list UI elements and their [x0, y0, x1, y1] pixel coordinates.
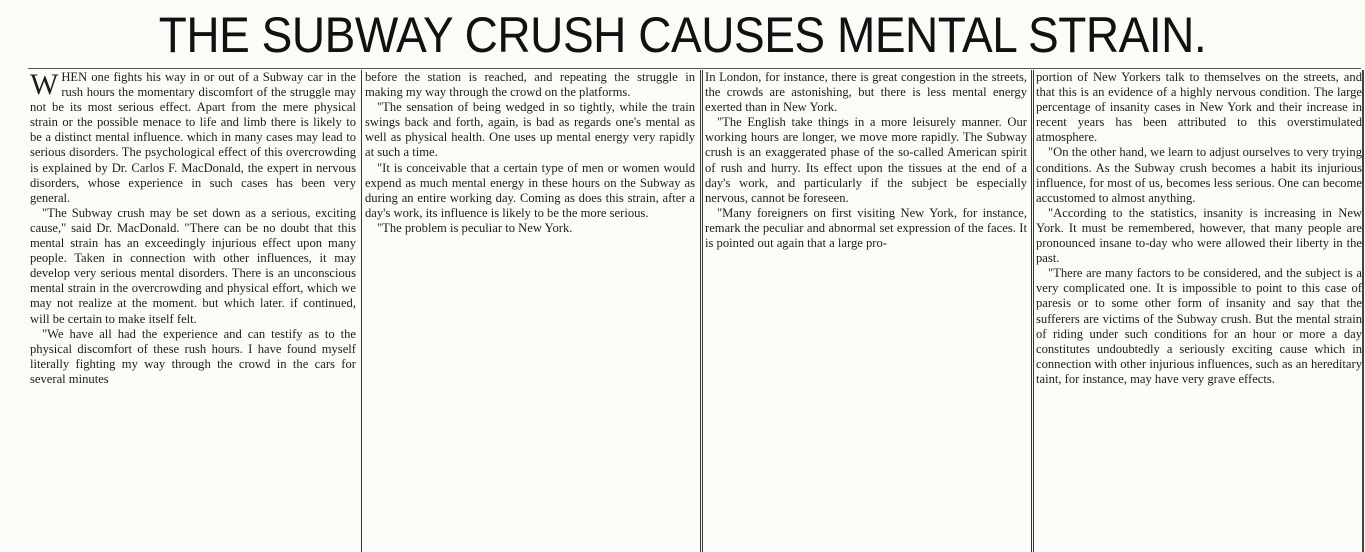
drop-cap: W: [30, 70, 59, 101]
article-paragraph: portion of New Yorkers talk to themselves on the streets, and that this is an evidence of a highly nervous condition. The large percentage of insanity cases in New York and their increase in recent years has been attributed to this overstimulated atmosphere.: [1036, 70, 1362, 145]
article-paragraph: "According to the statistics, insanity is increasing in New York. It must be remembered, however, that many people are pronounced insane to-day who were allowed their liberty in the past.: [1036, 205, 1362, 266]
article-paragraph: "On the other hand, we learn to adjust ourselves to very trying conditions. As the Subway crush becomes a habit its injurious influence, for most of us, becomes less serious. One can become accustomed to almost anything.: [1036, 145, 1362, 205]
article-paragraph: "The sensation of being wedged in so tightly, while the train swings back and forth, again, is bad as regards one's mental as well as physical health. One uses up mental energy very rapidly at such a time.: [365, 100, 695, 160]
article-paragraph: "Many foreigners on first visiting New York, for instance, remark the peculiar and abnormal set expression of the faces. It is pointed out again that a large pro-: [705, 205, 1027, 251]
article-paragraph: "The English take things in a more leisurely manner. Our working hours are longer, we move more rapidly. The Subway crush is an exaggerated phase of the so-called American spirit of rush and hurry. Its effect upon the tissues at the end of a day's work, and particularly if the subject be especially nervous, cannot be foreseen.: [705, 115, 1027, 205]
article-paragraph: "The problem is peculiar to New York.: [377, 220, 573, 235]
article-column-1: [30, 70, 356, 552]
column-divider: [1031, 70, 1034, 552]
article-paragraph: [30, 70, 356, 206]
paragraph-text: HEN one fights his way in or out of a Subway car in the rush hours the momentary discomfort of the struggle may not be its most serious effect. Apart from the mere physical strain or the possible menace to life and limb there is likely to be a distinct mental influence. which in many cases may lead to serious disorders. The psychological effect of this overcrowding is explained by Dr. Carlos F. MacDonald, the expert in nervous disorders, whose experience in such cases has been very general.: [30, 70, 356, 205]
headline-rule: [28, 68, 1361, 69]
article-column-3: [705, 70, 1027, 552]
column-divider: [700, 70, 703, 552]
article-paragraph: In London, for instance, there is great congestion in the streets, the crowds are astonishing, but there is less mental energy exerted than in New York.: [705, 70, 1027, 115]
article-column-2: [365, 70, 695, 552]
article-paragraph: "We have all had the experience and can testify as to the physical discomfort of these rush hours. I have found myself literally fighting my way through the crowd in the cars for several minutes: [30, 326, 356, 386]
article-paragraph: "It is conceivable that a certain type of men or women would expend as much mental energy in these hours on the Subway as during an entire working day. Coming as does this strain, after a day's work, its influence is likely to be the more serious.: [365, 160, 695, 220]
article-paragraph: "The Subway crush may be set down as a serious, exciting cause," said Dr. MacDonald. "There can be no doubt that this mental strain has an exceedingly injurious effect upon many people. Taken in connection with other influences, it may develop very serious mental disorders. There is an unconscious mental strain in the overcrowding and physical effort, which we may not realize at the moment. but which later. if continued, will be certain to make itself felt.: [30, 205, 356, 326]
article-paragraph: before the station is reached, and repeating the struggle in making my way through the crowd on the platforms.: [365, 70, 695, 100]
column-divider: [361, 70, 362, 552]
article-column-4: [1036, 70, 1362, 552]
column-divider: [1362, 70, 1364, 552]
headline: THE SUBWAY CRUSH CAUSES MENTAL STRAIN.: [158, 7, 1207, 63]
article-paragraph: "There are many factors to be considered, and the subject is a very complicated one. It is impossible to point to this case of paresis or to some other form of insanity and say that the sufferers are victims of the Subway crush. But the mental strain of riding under such conditions for an hour or more a day constitutes undoubtedly a seriously exciting cause which in connection with other injurious influences, such as an hereditary taint, for instance, may have very grave effects.: [1036, 266, 1362, 386]
